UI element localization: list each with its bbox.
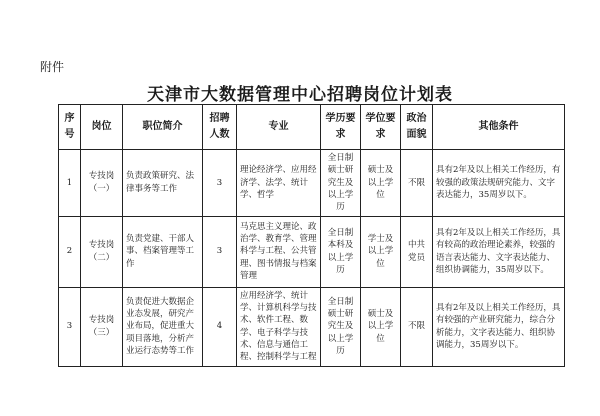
cell-no: 1: [59, 150, 81, 217]
cell-position: 专技岗（三）: [81, 287, 123, 366]
cell-other: 具有2年及以上相关工作经历，具有较强的产业研究能力，综合分析能力，文字表达能力、组织协调能力，35周岁以下。: [433, 287, 565, 366]
header-degree: 学位要求: [361, 105, 401, 150]
attachment-label: 附件: [40, 60, 65, 74]
cell-count: 3: [203, 216, 237, 287]
cell-position: 专技岗（二）: [81, 216, 123, 287]
cell-political: 不限: [401, 150, 433, 217]
cell-education: 全日制硕士研究生及以上学历: [321, 287, 361, 366]
cell-political: 不限: [401, 287, 433, 366]
header-political: 政治面貌: [401, 105, 433, 150]
cell-intro: 负责促进大数据企业态发展，研究产业布局，促进重大项目落地，分析产业运行态势等工作: [123, 287, 203, 366]
table-row: [59, 287, 565, 366]
cell-count: 3: [203, 150, 237, 217]
cell-major: 理论经济学、应用经济学、法学、统计学、哲学: [237, 150, 321, 217]
header-position: 岗位: [81, 105, 123, 150]
table-row: [59, 216, 565, 287]
cell-position: 专技岗（一）: [81, 150, 123, 217]
cell-major: 马克思主义理论、政治学、教育学、管理科学与工程、公共管理、图书情报与档案管理: [237, 216, 321, 287]
cell-no: 2: [59, 216, 81, 287]
cell-other: 具有2年及以上相关工作经历，具有较高的政治理论素养，较强的语言表达能力、文字表达能力、组织协调能力，35周岁以下。: [433, 216, 565, 287]
page-title: 天津市大数据管理中心招聘岗位计划表: [147, 85, 453, 105]
cell-education: 全日制硕士研究生及以上学历: [321, 150, 361, 217]
header-row: [59, 105, 565, 150]
cell-major: 应用经济学、统计学、计算机科学与技术、软件工程、数学、电子科学与技术、信息与通信工程、控制科学与工程: [237, 287, 321, 366]
cell-degree: 学士及以上学位: [361, 216, 401, 287]
header-other: 其他条件: [433, 105, 565, 150]
recruitment-plan-table: [58, 104, 565, 367]
header-no: 序号: [59, 105, 81, 150]
cell-intro: 负责党建、干部人事、档案管理等工作: [123, 216, 203, 287]
cell-education: 全日制本科及以上学历: [321, 216, 361, 287]
header-major: 专业: [237, 105, 321, 150]
header-count: 招聘人数: [203, 105, 237, 150]
header-intro: 职位简介: [123, 105, 203, 150]
cell-intro: 负责政策研究、法律事务等工作: [123, 150, 203, 217]
cell-no: 3: [59, 287, 81, 366]
table-row: [59, 150, 565, 217]
cell-other: 具有2年及以上相关工作经历，有较强的政策法规研究能力、文字表达能力，35周岁以下。: [433, 150, 565, 217]
cell-political: 中共党员: [401, 216, 433, 287]
cell-degree: 硕士及以上学位: [361, 150, 401, 217]
cell-count: 4: [203, 287, 237, 366]
header-education: 学历要求: [321, 105, 361, 150]
cell-degree: 硕士及以上学位: [361, 287, 401, 366]
